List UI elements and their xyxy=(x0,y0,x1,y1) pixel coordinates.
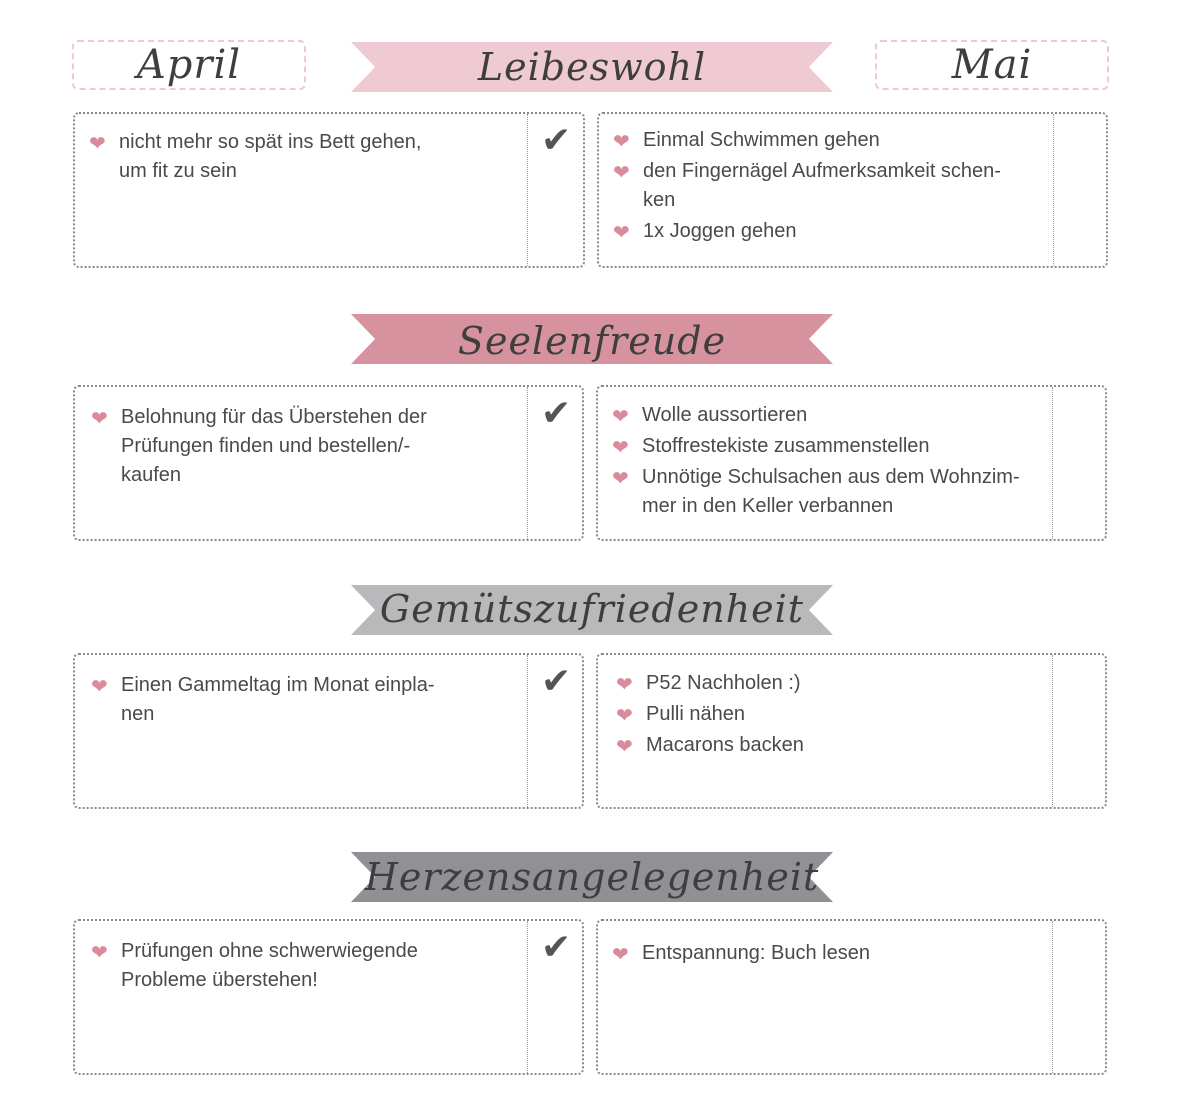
list-item xyxy=(612,939,870,968)
heart-icon: ❤ xyxy=(612,435,629,459)
month-april-text: April xyxy=(136,42,242,88)
list-item xyxy=(91,671,434,729)
item-list xyxy=(91,403,427,492)
section-title-leibeswohl: Leibeswohl xyxy=(477,45,707,89)
checkmark-icon: ✔ xyxy=(541,120,572,161)
item-list xyxy=(91,671,434,731)
list-item xyxy=(613,217,1001,246)
heart-icon: ❤ xyxy=(91,406,108,430)
check-column-divider xyxy=(1053,114,1054,266)
checkmark-icon: ✔ xyxy=(541,393,572,434)
list-item xyxy=(616,731,804,760)
item-list xyxy=(616,669,804,762)
month-label-mai xyxy=(875,40,1109,90)
list-item xyxy=(91,403,427,490)
list-item xyxy=(616,700,804,729)
section-title-gemuetszufriedenheit: Gemütszufriedenheit xyxy=(379,587,805,631)
item-text: Entspannung: Buch lesen xyxy=(642,942,870,964)
item-text: 1x Joggen gehen xyxy=(643,220,797,242)
list-item xyxy=(616,669,804,698)
item-text: P52 Nachholen :) xyxy=(646,672,801,694)
check-column-divider xyxy=(1052,655,1053,807)
check-column-divider xyxy=(527,114,528,266)
list-item xyxy=(612,432,1020,461)
section-title-seelenfreude: Seelenfreude xyxy=(457,319,727,363)
item-text: Prüfungen ohne schwerwiegende Probleme überstehen! xyxy=(121,940,418,991)
checkmark-icon: ✔ xyxy=(541,661,572,702)
list-item xyxy=(91,937,418,995)
item-text: Unnötige Schulsachen aus dem Wohnzim- mer in den Keller verbannen xyxy=(642,466,1020,517)
item-list xyxy=(613,126,1001,248)
list-item xyxy=(613,157,1001,215)
card-april-leibeswohl xyxy=(73,112,585,268)
heart-icon: ❤ xyxy=(612,466,629,490)
month-label-april xyxy=(72,40,306,90)
item-list xyxy=(612,401,1020,523)
item-text: Pulli nähen xyxy=(646,703,745,725)
item-text: Stoffrestekiste zusammenstellen xyxy=(642,435,930,457)
section-title-herzensangelegenheit: Herzensangelegenheit xyxy=(364,855,820,899)
card-mai-gemuetszufriedenheit xyxy=(596,653,1107,809)
item-text: Einen Gammeltag im Monat einpla- nen xyxy=(121,674,435,725)
item-text: Belohnung für das Überstehen der Prüfungen finden und bestellen/- kaufen xyxy=(121,406,427,486)
heart-icon: ❤ xyxy=(91,674,108,698)
heart-icon: ❤ xyxy=(613,220,630,244)
heart-icon: ❤ xyxy=(613,160,630,184)
card-mai-herzensangelegenheit xyxy=(596,919,1107,1075)
check-column-divider xyxy=(527,387,528,539)
item-list xyxy=(612,939,870,970)
checkmark-icon: ✔ xyxy=(541,927,572,968)
check-column-divider xyxy=(527,655,528,807)
check-column-divider xyxy=(1052,387,1053,539)
item-list xyxy=(91,937,418,997)
heart-icon: ❤ xyxy=(612,404,629,428)
list-item xyxy=(612,463,1020,521)
item-text: Macarons backen xyxy=(646,734,804,756)
heart-icon: ❤ xyxy=(613,129,630,153)
heart-icon: ❤ xyxy=(616,703,633,727)
item-text: Einmal Schwimmen gehen xyxy=(643,129,880,151)
list-item xyxy=(612,401,1020,430)
list-item xyxy=(89,128,421,186)
heart-icon: ❤ xyxy=(89,131,106,155)
item-text: Wolle aussortieren xyxy=(642,404,808,426)
card-mai-leibeswohl xyxy=(597,112,1108,268)
card-april-seelenfreude xyxy=(73,385,584,541)
check-column-divider xyxy=(1052,921,1053,1073)
heart-icon: ❤ xyxy=(91,940,108,964)
heart-icon: ❤ xyxy=(612,942,629,966)
card-april-herzensangelegenheit xyxy=(73,919,584,1075)
item-text: den Fingernägel Aufmerksamkeit schen- ken xyxy=(643,160,1001,211)
item-text: nicht mehr so spät ins Bett gehen, um fit zu sein xyxy=(119,131,422,182)
item-list xyxy=(89,128,421,188)
heart-icon: ❤ xyxy=(616,734,633,758)
month-mai-text: Mai xyxy=(951,42,1033,88)
card-mai-seelenfreude xyxy=(596,385,1107,541)
card-april-gemuetszufriedenheit xyxy=(73,653,584,809)
check-column-divider xyxy=(527,921,528,1073)
heart-icon: ❤ xyxy=(616,672,633,696)
list-item xyxy=(613,126,1001,155)
